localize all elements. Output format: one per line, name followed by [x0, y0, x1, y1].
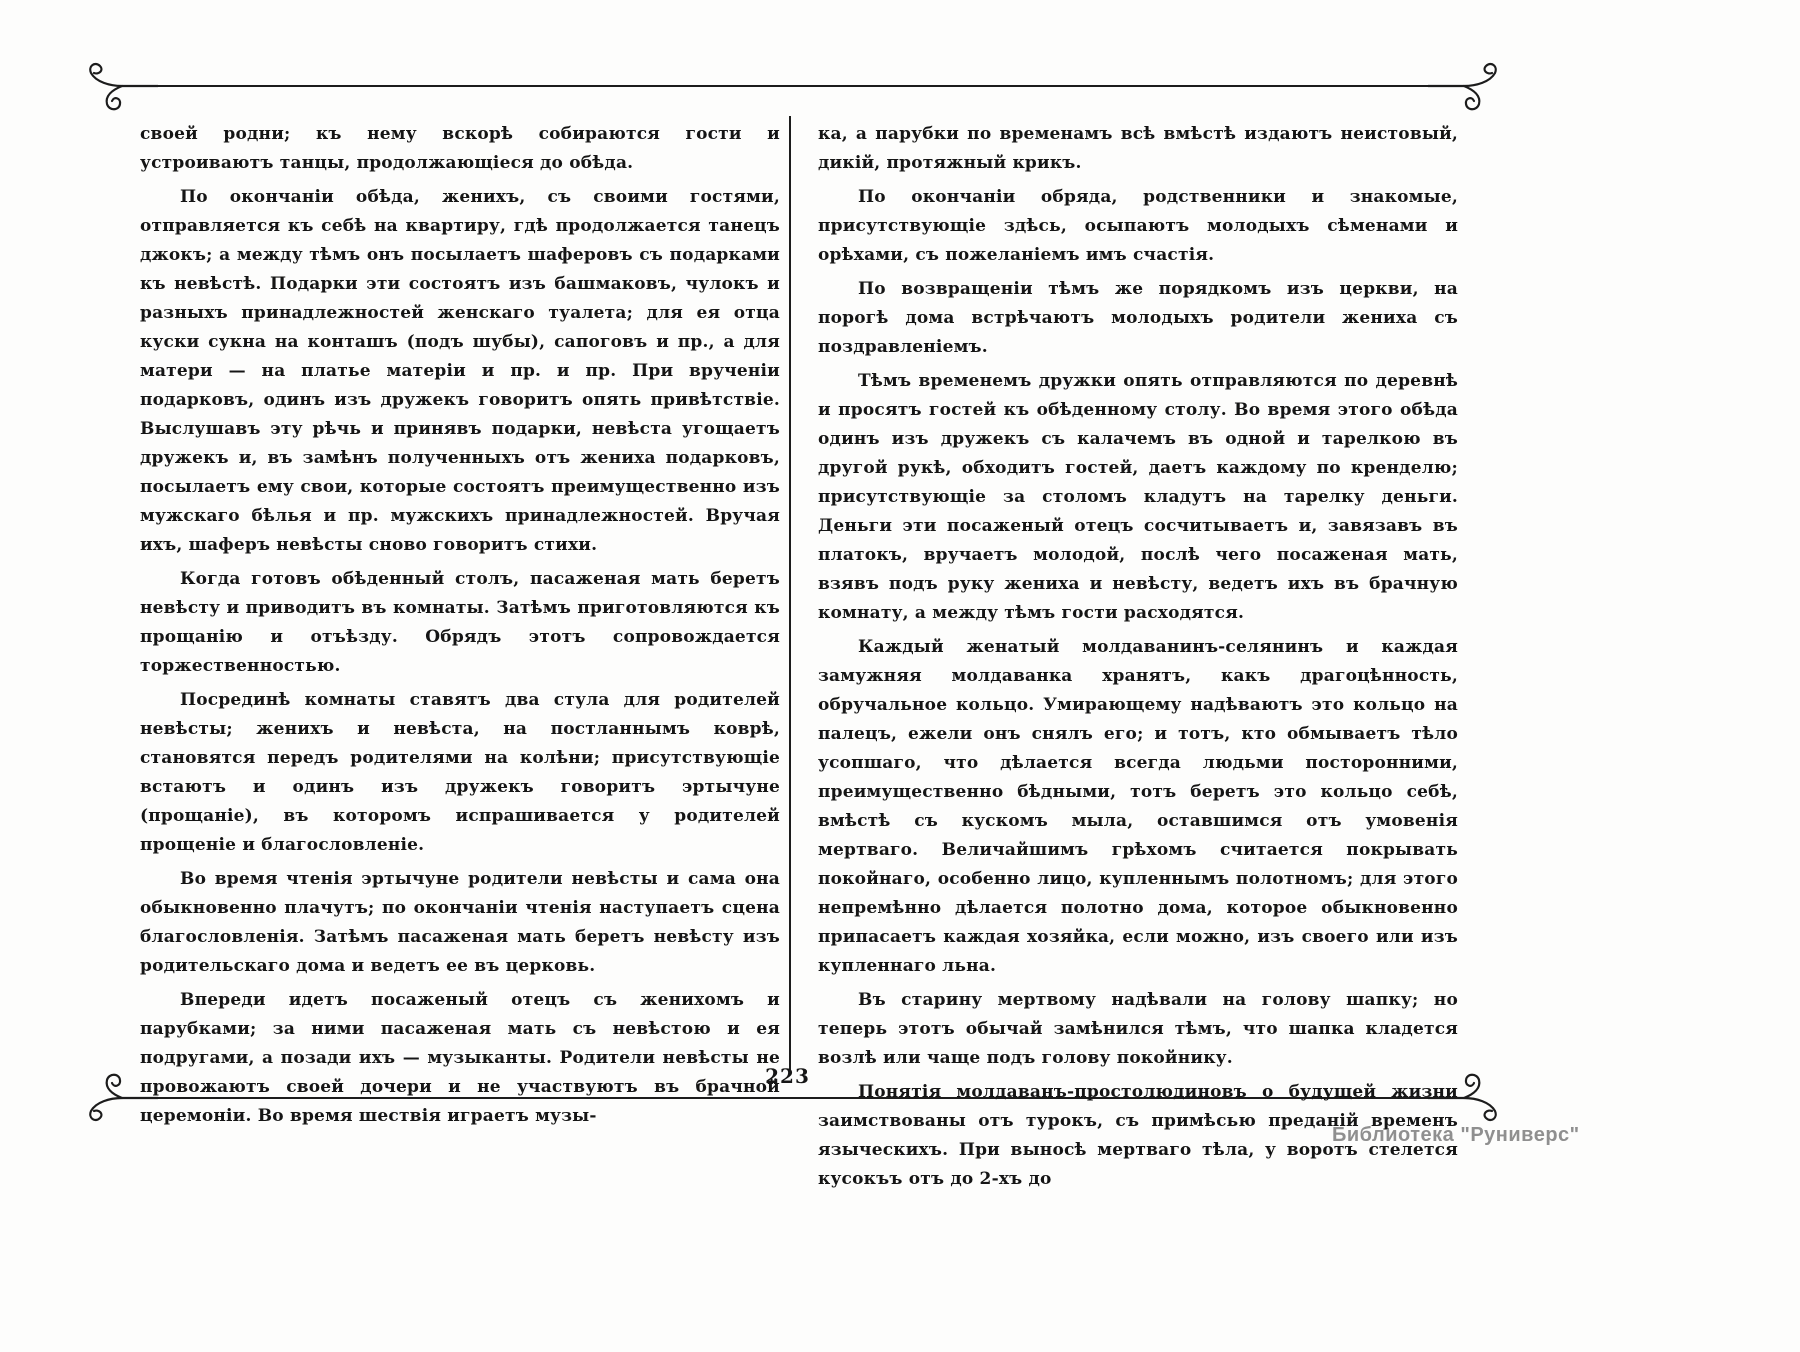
corner-flourish-top-right — [1428, 60, 1506, 114]
paragraph: Тѣмъ временемъ дружки опять отправляются по деревнѣ и просятъ гостей къ обѣденному столу. Во время этого обѣда одинъ изъ дружекъ съ калачемъ въ одной и тарелкою въ другой рукѣ, обходитъ гостей, даетъ каждому по кренделю; присутствующіе за столомъ кладутъ на тарелку деньги. Деньги эти посаженый отецъ сосчитываетъ и, завязавъ въ платокъ, вручаетъ молодой, послѣ чего посаженая мать, взявъ подъ руку жениха и невѣсту, ведетъ ихъ въ брачную комнату, а между тѣмъ гости расходятся. — [818, 371, 1458, 623]
page-number: 223 — [765, 1064, 810, 1088]
paragraph: Въ старину мертвому надѣвали на голову шапку; но теперь этотъ обычай замѣнился тѣмъ, что шапка кладется возлѣ или чаще подъ голову покойнику. — [818, 990, 1458, 1068]
paragraph: Когда готовъ обѣденный столъ, пасаженая мать беретъ невѣсту и приводитъ въ комнаты. Затѣмъ приготовляются къ прощанію и отъѣзду. Обрядъ этотъ сопровождается торжественностью. — [140, 569, 780, 676]
paragraph: Впереди идетъ посаженый отецъ съ женихомъ и парубками; за ними пасаженая мать съ невѣстою и ея подругами, а позади ихъ — музыканты. Родители невѣсты не провожаютъ своей дочери и не участвуютъ въ брачной церемоніи. Во время шествія играетъ музы- — [140, 990, 780, 1126]
corner-flourish-top-left — [80, 60, 158, 114]
paragraph: ка, а парубки по временамъ всѣ вмѣстѣ издаютъ неистовый, дикій, протяжный крикъ. — [818, 124, 1458, 173]
right-column — [818, 120, 1458, 1199]
watermark: Библиотека "Руниверс" — [1332, 1124, 1580, 1146]
paragraph: Понятія молдаванъ-простолюдиновъ о будущей жизни заимствованы отъ турокъ, съ примѣсью преданій временъ языческихъ. При выносѣ мертваго тѣла, у воротъ стелется кусокъъ отъ до 2-хъ до — [818, 1082, 1458, 1189]
paragraph: Посрединѣ комнаты ставятъ два стула для родителей невѣсты; женихъ и невѣста, на постланнымъ коврѣ, становятся передъ родителями на колѣни; присутствующіе встаютъ и одинъ изъ дружекъ говоритъ эртычуне (прощаніе), въ которомъ испрашивается у родителей прощеніе и благословленіе. — [140, 690, 780, 855]
frame-top-line — [152, 85, 1430, 87]
paragraph: Каждый женатый молдаванинъ-селянинъ и каждая замужняя молдаванка хранятъ, какъ драгоцѣнность, обручальное кольцо. Умирающему надѣваютъ это кольцо на палецъ, ежели онъ снялъ его; и тотъ, кто обмываетъ тѣло усопшаго, что дѣлается всегда людьми посторонними, преимущественно бѣдными, тотъ беретъ это кольцо себѣ, вмѣстѣ съ кускомъ мыла, оставшимся отъ умовенія мертваго. Величайшимъ грѣхомъ считается покрывать покойнаго, особенно лицо, купленнымъ полотномъ; для этого непремѣнно дѣлается полотно дома, которое обыкновенно припасаетъ каждая хозяйка, если можно, изъ своего или изъ купленнаго льна. — [818, 637, 1458, 976]
paragraph: своей родни; къ нему вскорѣ собираются гости и устроиваютъ танцы, продолжающіеся до обѣда. — [140, 124, 780, 173]
paragraph: По окончаніи обѣда, женихъ, съ своими гостями, отправляется къ себѣ на квартиру, гдѣ продолжается танецъ джокъ; а между тѣмъ онъ посылаетъ шаферовъ съ подарками къ невѣстѣ. Подарки эти состоятъ изъ башмаковъ, чулокъ и разныхъ принадлежностей женскаго туалета; для ея отца куски сукна на конташъ (подъ шубы), сапоговъ и пр., а для матери — на платье матеріи и пр. и пр. При врученіи подарковъ, одинъ изъ дружекъ говоритъ опять привѣтствіе. Выслушавъ эту рѣчь и принявъ подарки, невѣста угощаетъ дружекъ и, въ замѣнъ полученныхъ отъ жениха подарковъ, посылаетъ ему свои, которые состоятъ преимущественно изъ мужскаго бѣлья и пр. мужскихъ принадлежностей. Вручая ихъ, шаферъ невѣсты сново говоритъ стихи. — [140, 187, 780, 555]
paragraph: Во время чтенія эртычуне родители невѣсты и сама она обыкновенно плачутъ; по окончаніи чтенія наступаетъ сцена благословленія. Затѣмъ пасаженая мать беретъ невѣсту изъ родительскаго дома и ведетъ ее въ церковь. — [140, 869, 780, 976]
left-column — [140, 120, 780, 1136]
paragraph: По окончаніи обряда, родственники и знакомые, присутствующіе здѣсь, осыпаютъ молодыхъ сѣменами и орѣхами, съ пожеланіемъ имъ счастія. — [818, 187, 1458, 265]
paragraph: По возвращеніи тѣмъ же порядкомъ изъ церкви, на порогѣ дома встрѣчаютъ молодыхъ родители жениха съ поздравленіемъ. — [818, 279, 1458, 357]
column-divider — [789, 116, 791, 1074]
